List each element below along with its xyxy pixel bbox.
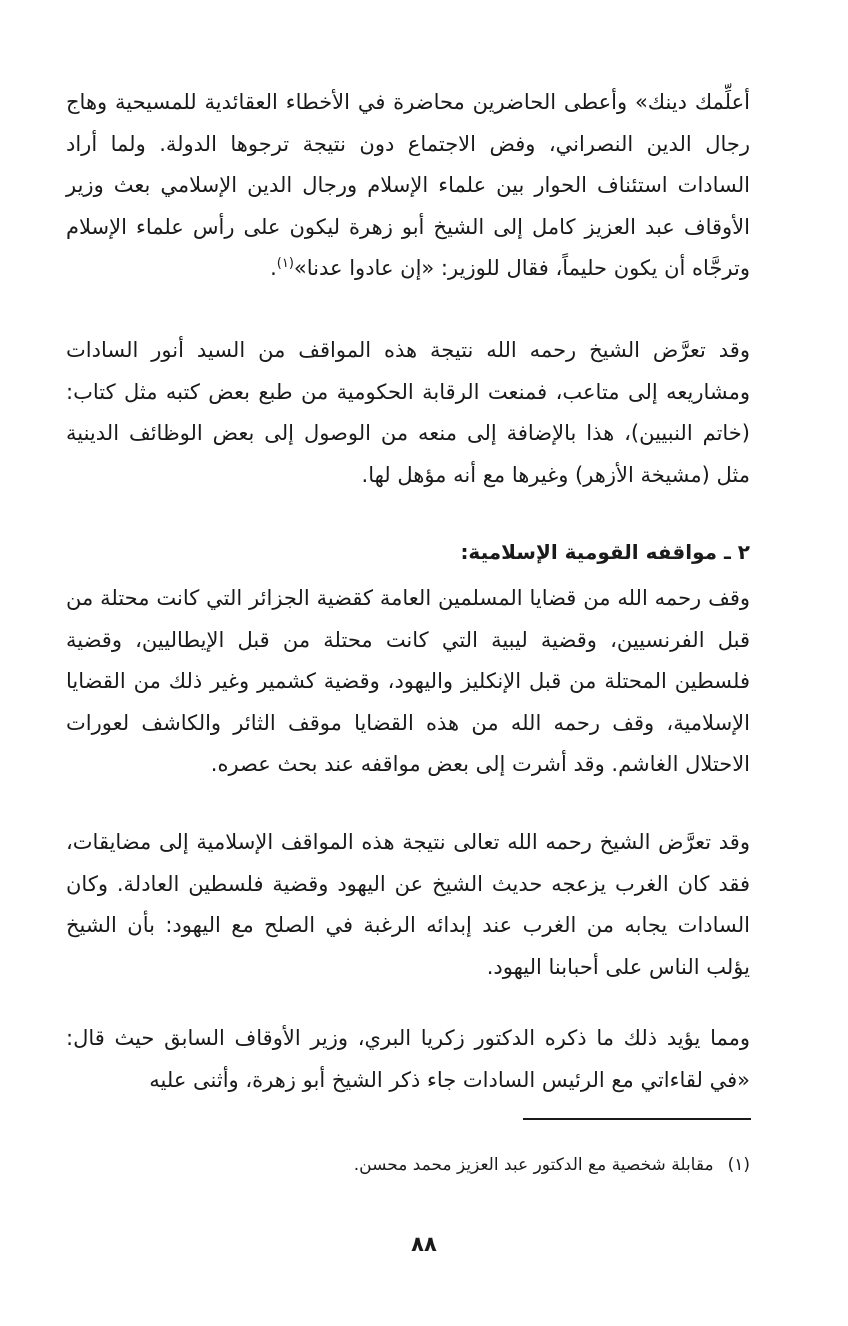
paragraph-5: ومما يؤيد ذلك ما ذكره الدكتور زكريا البري، وزير الأوقاف السابق حيث قال: «في لقاءاتي مع الرئيس السادات جاء ذكر الشيخ أبو زهرة، وأثنى عليه [66,1026,750,1092]
footnote-number: (١) [727,1155,750,1175]
section-heading: ٢ ـ مواقفه القومية الإسلامية: [460,540,750,564]
paragraph-1-end: . [270,256,277,281]
page-number: ٨٨ [411,1232,437,1256]
footnote-text: مقابلة شخصية مع الدكتور عبد العزيز محمد محسن. [353,1155,714,1175]
footnote-reference: (١) [276,256,294,272]
paragraph-1 [66,82,750,290]
paragraph-2: وقد تعرَّض الشيخ رحمه الله نتيجة هذه المواقف من السيد أنور السادات ومشاريعه إلى متاعب، فمنعت الرقابة الحكومية من طبع بعض كتبه مثل كتاب: (خاتم النبيين)، هذا بالإضافة إلى منعه من الوصول إلى بعض الوظائف الدينية مثل (مشيخة الأزهر) وغيرها مع أنه مؤهل لها. [66,338,750,487]
paragraph-1-text: أعلِّمك دينك» وأعطى الحاضرين محاضرة في الأخطاء العقائدية للمسيحية وهاج رجال الدين النصراني، وفض الاجتماع دون نتيجة ترجوها الدولة. ولما أراد السادات استئناف الحوار بين علماء الإسلام ورجال الدين الإسلامي بعث وزير الأوقاف عبد العزيز كامل إلى الشيخ أبو زهرة ليكون على رأس علماء الإسلام وترجَّاه أن يكون حليماً، فقال للوزير: «إن عادوا عدنا» [66,90,750,281]
footnote [66,1150,750,1180]
footnote-divider [523,1118,751,1120]
paragraph-4: وقد تعرَّض الشيخ رحمه الله تعالى نتيجة هذه المواقف الإسلامية إلى مضايقات، فقد كان الغرب يزعجه حديث الشيخ عن اليهود وقضية فلسطين العادلة. وكان السادات يجابه من الغرب عند إبدائه الرغبة في الصلح مع اليهود: بأن الشيخ يؤلب الناس على أحبابنا اليهود. [66,830,750,979]
paragraph-3: وقف رحمه الله من قضايا المسلمين العامة كقضية الجزائر التي كانت محتلة من قبل الفرنسيين، وقضية ليبية التي كانت محتلة من قبل الإيطاليين، وقضية فلسطين المحتلة من قبل الإنكليز واليهود، وقضية كشمير وغير ذلك من القضايا الإسلامية، وقف رحمه الله من هذه القضايا موقف الثائر والكاشف لعورات الاحتلال الغاشم. وقد أشرت إلى بعض مواقفه عند بحث عصره. [66,586,750,777]
